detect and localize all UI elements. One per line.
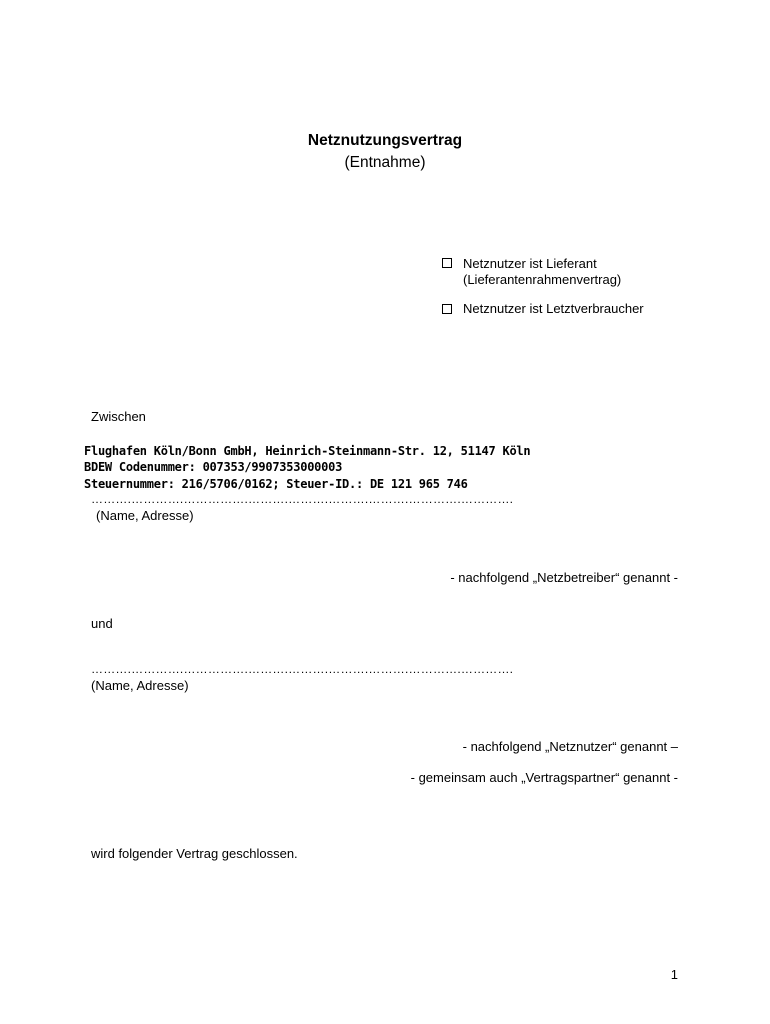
document-subtitle: (Entnahme): [344, 154, 426, 171]
option-supplier-label: Netznutzer ist Lieferant: [463, 256, 597, 271]
option-end-consumer-label: Netznutzer ist Letztverbraucher: [463, 301, 644, 316]
checkbox-supplier[interactable]: [442, 258, 452, 268]
operator-name-address: (Name, Adresse): [96, 508, 194, 523]
and-label: und: [91, 616, 113, 631]
contracting-parties-designation: - gemeinsam auch „Vertragspartner“ genannt -: [410, 770, 678, 785]
page-number: 1: [670, 967, 678, 982]
operator-line1: Flughafen Köln/Bonn GmbH, Heinrich-Steinmann-Str. 12, 51147 Köln: [84, 444, 531, 458]
user-name-address: (Name, Adresse): [91, 678, 189, 693]
checkbox-end-consumer[interactable]: [442, 304, 452, 314]
operator-dotted-line: ……….………….…………….……….……….……….……….………….………….: [91, 492, 514, 506]
between-label: Zwischen: [91, 409, 146, 424]
operator-designation: - nachfolgend „Netzbetreiber“ genannt -: [450, 570, 678, 585]
operator-line2: BDEW Codenummer: 007353/9907353000003: [84, 460, 343, 474]
closing-sentence: wird folgender Vertrag geschlossen.: [91, 846, 298, 861]
option-supplier-sublabel: (Lieferantenrahmenvertrag): [463, 272, 622, 287]
operator-line3: Steuernummer: 216/5706/0162; Steuer-ID.: DE 121 965 746: [84, 477, 468, 491]
user-designation: - nachfolgend „Netznutzer“ genannt –: [462, 739, 678, 754]
user-dotted-line: ……….………….…………….……….……….……….……….………….………….: [91, 662, 514, 676]
document-title: Netznutzungsvertrag: [307, 132, 463, 149]
